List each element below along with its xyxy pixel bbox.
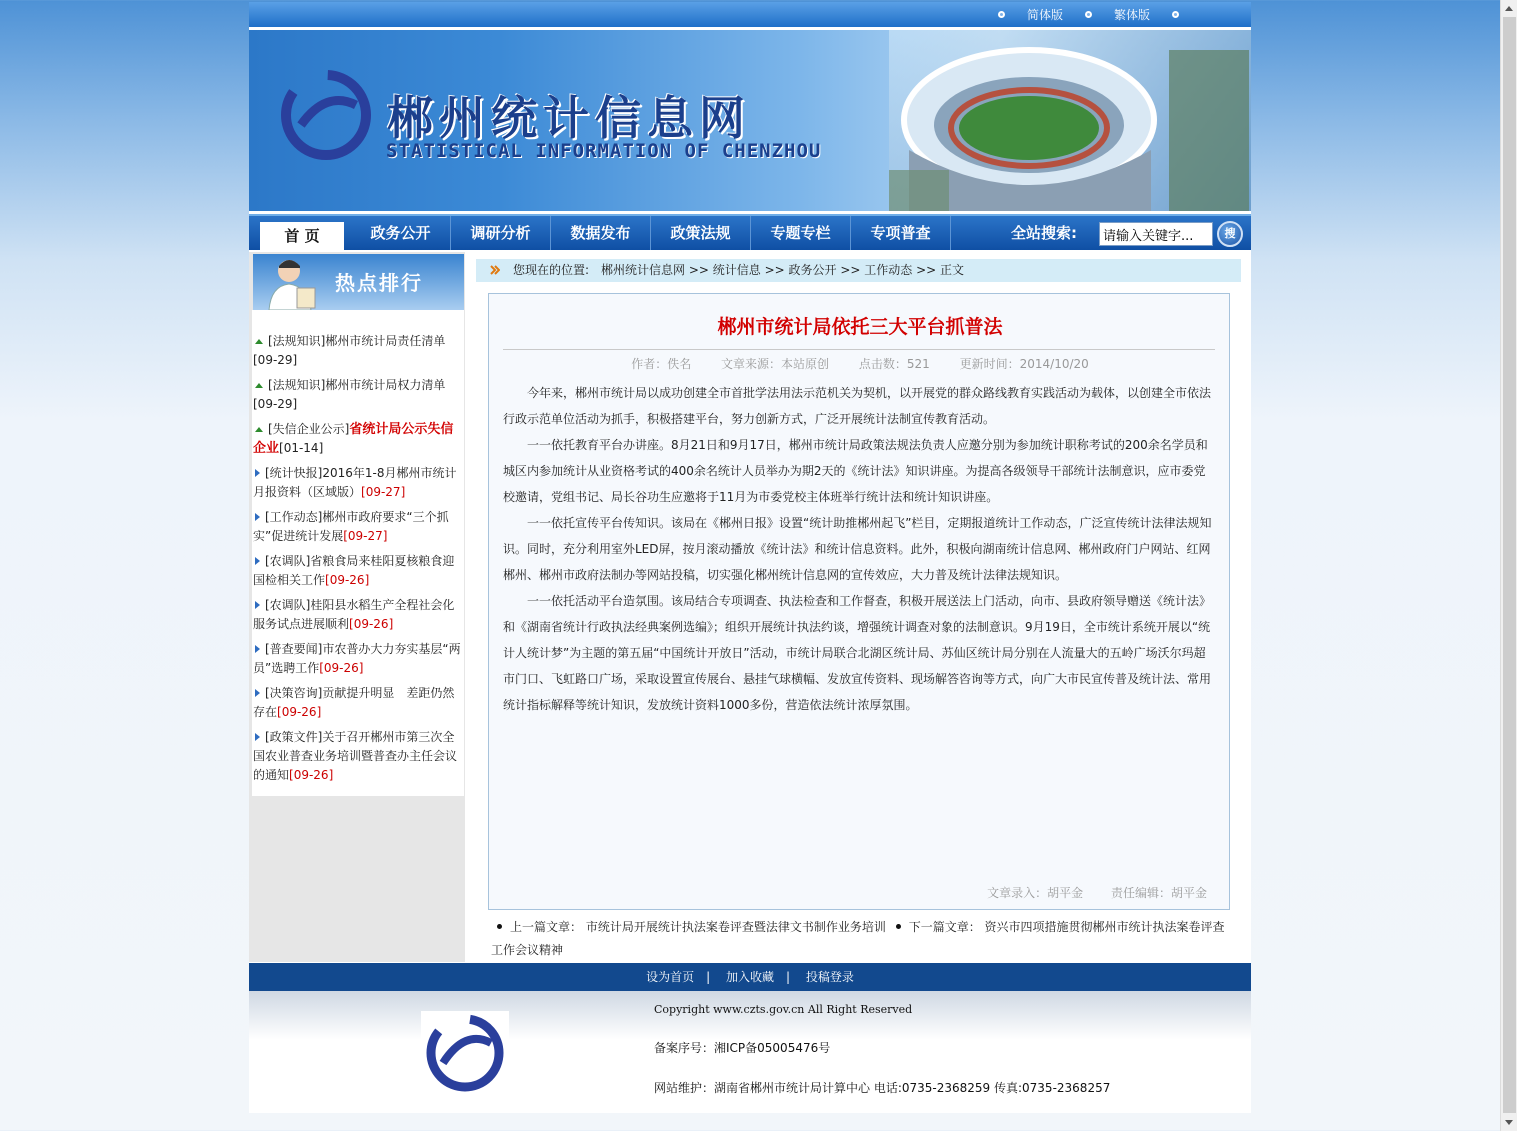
nav-policy[interactable]: 政策法规 [651,216,751,250]
list-item[interactable]: [普查要闻]市农普办大力夯实基层“两员”选聘工作[09-26] [253,642,461,675]
double-chevron-icon [490,265,500,275]
article-footer-meta [963,884,1207,901]
arrow-right-icon [255,689,260,697]
arrow-right-icon [255,733,260,741]
arrow-up-icon [255,383,263,388]
site-subtitle: STATISTICAL INFORMATION OF CHENZHOU [386,140,822,162]
next-article-link[interactable]: 资兴市四项措施贯彻郴州市统计执法案卷评查工作会议精神 [491,920,1225,957]
arrow-up-icon [1505,6,1513,11]
top-bar [249,2,1251,27]
list-item[interactable]: [决策咨询]贡献提升明显 差距仍然存在[09-26] [253,686,455,719]
breadcrumb-text[interactable]: 您现在的位置: 郴州统计信息网 >> 统计信息 >> 政务公开 >> 工作动态 >> 正文 [513,263,964,277]
list-item[interactable]: [农调队]桂阳县水稻生产全程社会化服务试点进展顺利[09-26] [253,598,455,631]
sidebar [249,252,465,962]
article-updated: 更新时间：2014/10/20 [959,357,1089,371]
list-item[interactable]: [工作动态]郴州市政府要求“三个抓实”促进统计发展[09-27] [253,510,449,543]
hot-list [252,310,464,796]
arrow-right-icon [255,469,260,477]
site-title: 郴州统计信息网 [387,91,751,145]
nav-topics[interactable]: 专题专栏 [751,216,851,250]
search-button[interactable]: 搜 [1217,221,1243,247]
arrow-right-icon [255,557,260,565]
bullet-icon [998,11,1005,18]
traditional-link[interactable]: 繁体版 [1113,8,1150,22]
bullet-icon [497,924,502,929]
prev-next-nav [491,916,1226,962]
list-item[interactable]: [失信企业公示]省统计局公示失信企业[01-14] [253,422,454,456]
scroll-down-button[interactable] [1501,1114,1517,1131]
article-paragraph: 今年来，郴州市统计局以成功创建全市首批学法用法示范机关为契机，以开展党的群众路线教育实践活动为载体，以创建全市依法行政示范单位活动为抓手，积极搭建平台，努力创新方式，广泛开展统计法制宣传教育活动。 [503,386,1212,426]
bullet-icon [1172,11,1179,18]
arrow-up-icon [255,427,263,432]
article-meta [489,355,1231,372]
nav-government-affairs[interactable]: 政务公开 [351,216,451,250]
breadcrumb [476,259,1241,282]
scroll-up-button[interactable] [1501,0,1517,17]
arrow-up-icon [255,339,263,344]
arrow-right-icon [255,645,260,653]
title-divider [503,349,1215,350]
nav-data-release[interactable]: 数据发布 [551,216,651,250]
search-input[interactable] [1099,222,1213,246]
article-title: 郴州市统计局依托三大平台抓普法 [717,316,1003,338]
list-item[interactable]: [法规知识]郴州市统计局责任清单 [09-29] [253,334,446,367]
prev-label: 上一篇文章： [510,920,583,934]
arrow-right-icon [255,513,260,521]
bullet-icon [1085,11,1092,18]
site-logo-icon [281,70,371,160]
person-icon [267,256,319,310]
article-source: 文章来源：本站原创 [721,357,830,371]
sidebar-title: 热点排行 [335,271,423,295]
list-item[interactable]: [政策文件]关于召开郴州市第三次全国农业普查业务培训暨普查办主任会议的通知[09-26] [253,730,458,782]
site-banner [249,30,1251,211]
nav-research[interactable]: 调研分析 [451,216,551,250]
arrow-right-icon [255,601,260,609]
maintainer-info: 网站维护：湖南省郴州市统计局计算中心 电话:0735-2368259 传真:0735-2368257 [654,1081,1111,1095]
footer-logo [421,1011,509,1093]
copyright: Copyright www.czts.gov.cn All Right Reserved [654,1003,913,1016]
icp-number: 备案序号：湘ICP备05005476号 [654,1041,831,1055]
footer-links: 设为首页 | 加入收藏 | 投稿登录 [249,963,1251,991]
article-entry-by: 文章录入：胡平金 [987,886,1084,900]
article-paragraph: 一一依托活动平台造氛围。该局结合专项调查、执法检查和工作督查，积极开展送法上门活动，向市、县政府领导赠送《统计法》和《湖南省统计行政执法经典案例选编》；组织开展统计执法约谈，增强统计调查对象的法制意识。9月19日，全市统计系统开展以“统计人统计梦”为主题的第五届“中国统计开放日”活动，市统计局联合北湖区统计局、苏仙区统计局分别在人流量大的五岭广场沃尔玛超市门口、飞虹路口广场，采取设置宣传展台、悬挂气球横幅、发放宣传资料、现场解答咨询等方式，向广大市民宣传普及统计法、常用统计指标解释等统计知识，发放统计资料1000多份，营造依法统计浓厚氛围。 [503,594,1212,712]
nav-home[interactable]: 首 页 [260,222,344,250]
add-favorite-link[interactable]: 加入收藏 [725,970,774,984]
main-nav [249,214,1251,250]
list-item[interactable]: [法规知识]郴州市统计局权力清单 [09-29] [253,378,446,411]
list-item[interactable]: [统计快报]2016年1-8月郴州市统计月报资料（区域版）[09-27] [253,466,457,499]
search-label: 全站搜索: [1011,224,1077,242]
vertical-scrollbar[interactable] [1500,0,1517,1131]
article-editor: 责任编辑：胡平金 [1110,886,1207,900]
footer-logo-icon [421,1011,509,1093]
nav-census[interactable]: 专项普查 [851,216,951,250]
scroll-thumb[interactable] [1503,17,1516,1113]
hot-ranking-header [253,254,464,310]
article [488,293,1230,910]
article-body [503,380,1215,718]
simplified-link[interactable]: 简体版 [1026,8,1063,22]
article-paragraph: 一一依托宣传平台传知识。该局在《郴州日报》设置“统计助推郴州起飞”栏目，定期报道统计工作动态，广泛宣传统计法律法规知识。同时，充分利用室外LED屏，按月滚动播放《统计法》和统计信息资料。此外，积极向湖南统计信息网、郴州政府门户网站、红网郴州、郴州市政府法制办等网站投稿，切实强化郴州统计信息网的宣传效应，大力普及统计法律法规知识。 [503,516,1212,582]
footer-info [654,1003,1110,1119]
article-author: 作者：佚名 [631,357,692,371]
set-homepage-link[interactable]: 设为首页 [646,970,695,984]
arrow-down-icon [1505,1120,1513,1125]
prev-article-link[interactable]: 市统计局开展统计执法案卷评查暨法律文书制作业务培训 [585,920,886,934]
article-hits: 点击数：521 [858,357,930,371]
list-item[interactable]: [农调队]省粮食局来桂阳夏核粮食迎国检相关工作[09-26] [253,554,455,587]
page [249,2,1251,1113]
bullet-icon [896,924,901,929]
stadium-image [889,30,1251,211]
next-label: 下一篇文章： [908,920,981,934]
submit-login-link[interactable]: 投稿登录 [805,970,854,984]
article-paragraph: 一一依托教育平台办讲座。8月21日和9月17日，郴州市统计局政策法规法负责人应邀分别为参加统计职称考试的200余名学员和城区内参加统计从业资格考试的400余名统计人员举办为期2天的《统计法》知识讲座。为提高各级领导干部统计法制意识，应市委党校邀请，党组书记、局长谷功生应邀将于11月为市委党校主体班举行统计法和统计知识讲座。 [503,438,1208,504]
language-links [976,6,1201,23]
site-footer [249,991,1251,1113]
